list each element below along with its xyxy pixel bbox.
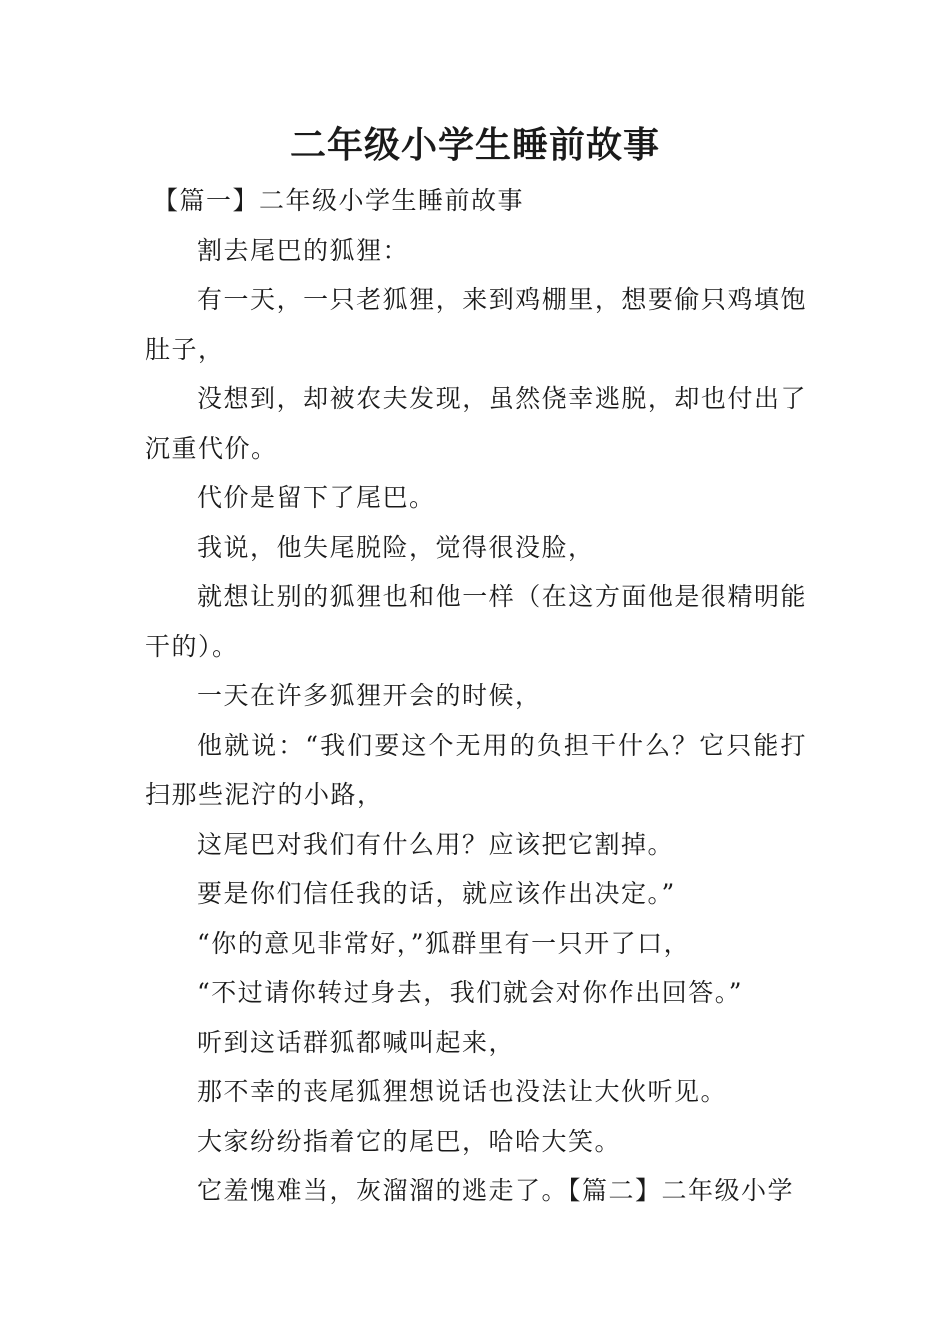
paragraph: 这尾巴对我们有什么用？应该把它割掉。 <box>197 829 675 859</box>
paragraph: 听到这话群狐都喊叫起来， <box>197 1027 516 1057</box>
section-heading: 【篇一】二年级小学生睡前故事 <box>153 186 525 215</box>
paragraph: “你的意见非常好，”狐群里有一只开了口， <box>197 928 691 958</box>
paragraph: 没想到，却被农夫发现，虽然侥幸逃脱，却也付出了沉重代价。 <box>145 384 807 463</box>
document-body <box>145 176 807 1216</box>
paragraph: 就想让别的狐狸也和他一样（在这方面他是很精明能干的）。 <box>145 582 807 661</box>
paragraph: 一天在许多狐狸开会的时候， <box>197 681 542 710</box>
paragraph: 有一天，一只老狐狸，来到鸡棚里，想要偷只鸡填饱肚子， <box>145 285 807 364</box>
paragraph: “不过请你转过身去，我们就会对你作出回答。” <box>197 978 744 1007</box>
document-title: 二年级小学生睡前故事 <box>289 125 660 166</box>
paragraph: 要是你们信任我的话，就应该作出决定。” <box>197 879 676 908</box>
paragraph: 我说，他失尾脱险，觉得很没脸， <box>197 532 595 562</box>
paragraph: 他就说：“我们要这个无用的负担干什么？它只能打扫那些泥泞的小路， <box>145 730 807 809</box>
paragraph: 大家纷纷指着它的尾巴，哈哈大笑。 <box>197 1126 622 1156</box>
paragraph: 它羞愧难当，灰溜溜的逃走了。【篇二】二年级小学 <box>197 1176 795 1205</box>
paragraph: 那不幸的丧尾狐狸想说话也没法让大伙听见。 <box>197 1077 728 1106</box>
paragraph: 代价是留下了尾巴。 <box>197 483 436 512</box>
paragraph: 割去尾巴的狐狸： <box>197 235 410 265</box>
